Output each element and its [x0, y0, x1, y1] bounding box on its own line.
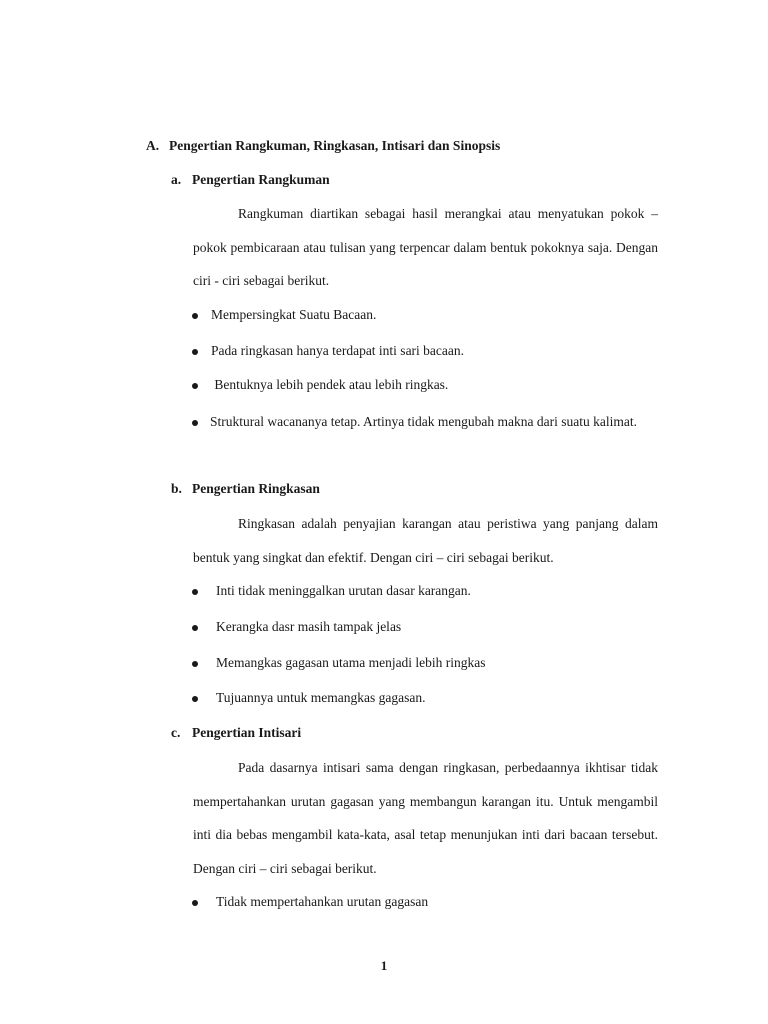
list-item-text: Bentuknya lebih pendek atau lebih ringkas.	[211, 377, 449, 392]
list-item-text: Tidak mempertahankan urutan gagasan	[216, 894, 429, 909]
subheading-ringkasan	[171, 481, 320, 497]
subheading-number: a.	[171, 172, 182, 187]
bullet-icon	[192, 661, 198, 667]
subheading-rangkuman	[171, 172, 330, 188]
section-heading-a	[146, 138, 500, 154]
section-title: Pengertian Rangkuman, Ringkasan, Intisari dan Sinopsis	[169, 138, 501, 153]
list-item-text: Inti tidak meninggalkan urutan dasar karangan.	[216, 583, 471, 598]
list-item-text: Memangkas gagasan utama menjadi lebih ringkas	[216, 655, 486, 670]
list-item-text: Tujuannya untuk memangkas gagasan.	[216, 690, 426, 705]
subheading-title: Pengertian Ringkasan	[192, 481, 320, 496]
subheading-number: c.	[171, 725, 181, 740]
bullet-icon	[192, 420, 198, 426]
paragraph-ringkasan: Ringkasan adalah penyajian karangan atau peristiwa yang panjang dalam bentuk yang singkat dan efektif. Dengan ciri – ciri sebagai berikut.	[193, 516, 658, 565]
page-number: 1	[380, 958, 388, 973]
subheading-number: b.	[171, 481, 182, 496]
list-item-text: Kerangka dasr masih tampak jelas	[216, 619, 402, 634]
bullet-icon	[192, 589, 198, 595]
paragraph-rangkuman: Rangkuman diartikan sebagai hasil merangkai atau menyatukan pokok – pokok pembicaraan atau tulisan yang terpencar dalam bentuk pokoknya saja. Dengan ciri - ciri sebagai berikut.	[193, 206, 658, 288]
bullet-icon	[192, 696, 198, 702]
bullet-icon	[192, 900, 198, 906]
list-item-text: Struktural wacananya tetap. Artinya tidak mengubah makna dari suatu kalimat.	[210, 414, 637, 429]
paragraph-intisari: Pada dasarnya intisari sama dengan ringkasan, perbedaannya ikhtisar tidak mempertahankan urutan gagasan yang membangun karangan itu. Untuk mengambil inti dia bebas mengambil kata-kata, asal tetap menunjukan inti dari bacaan tersebut. Dengan ciri – ciri sebagai berikut.	[193, 760, 658, 876]
subheading-intisari	[171, 725, 301, 741]
bullet-icon	[192, 625, 198, 631]
bullet-icon	[192, 349, 198, 355]
section-number: A.	[146, 138, 160, 153]
subheading-title: Pengertian Intisari	[192, 725, 302, 740]
bullet-icon	[192, 383, 198, 389]
list-item-text: Pada ringkasan hanya terdapat inti sari bacaan.	[211, 343, 465, 358]
subheading-title: Pengertian Rangkuman	[192, 172, 330, 187]
list-item-text: Mempersingkat Suatu Bacaan.	[211, 307, 377, 322]
bullet-icon	[192, 313, 198, 319]
